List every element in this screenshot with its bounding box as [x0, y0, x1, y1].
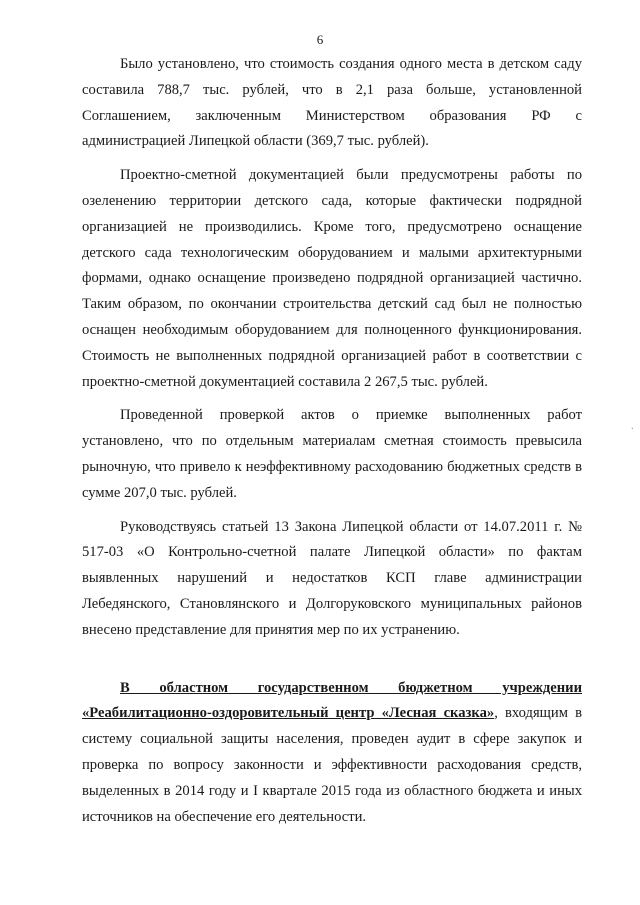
paragraph-audit-institution [82, 676, 582, 831]
paragraph-design-documentation: Проектно-сметной документацией были предусмотрены работы по озеленению территории детского сада, которые фактически подрядной организацией не производились. Кроме того, предусмотрено оснащение детского сада технологическим оборудованием и малыми архитектурными формами, однако оснащение произведено подрядной организацией частично. Таким образом, по окончании строительства детский сад был не полностью оснащен необходимым оборудованием для полноценного функционирования. Стоимость не выполненных подрядной организацией работ в соответствии с проектно-сметной документацией составила 2 267,5 тыс. рублей. [82, 167, 582, 390]
paragraph-acceptance-acts: Проведенной проверкой актов о приемке выполненных работ установлено, что по отдельным материалам сметная стоимость превысила рыночную, что привело к неэффективному расходованию бюджетных средств в сумме 207,0 тыс. рублей. [82, 407, 582, 501]
margin-mark: · [630, 424, 634, 435]
paragraph-law-reference: Руководствуясь статьей 13 Закона Липецкой области от 14.07.2011 г. № 517-03 «О Контрольно-счетной палате Липецкой области» по фактам выявленных нарушений и недостатков КСП главе администрации Лебедянского, Становлянского и Долгоруковского муниципальных районов внесено представление для принятия мер по их устранению. [82, 518, 582, 638]
document-body [82, 52, 582, 830]
institution-name: В областном государственном бюджетном учреждении «Реабилитационно-оздоровительный центр «Лесная сказка» [82, 679, 582, 722]
page-number: 6 [316, 32, 324, 47]
paragraph-cost-per-place: Было установлено, что стоимость создания одного места в детском саду составила 788,7 тыс. рублей, что в 2,1 раза больше, установленной Соглашением, заключенным Министерством образования РФ с администрацией Липецкой области (369,7 тыс. рублей). [82, 56, 582, 150]
audit-description: , входящим в систему социальной защиты населения, проведен аудит в сфере закупок и проверка по вопросу законности и эффективности расходования средств, выделенных в 2014 году и I квартале 2015 года из областного бюджета и иных источников на обеспечение его деятельности. [82, 705, 582, 825]
